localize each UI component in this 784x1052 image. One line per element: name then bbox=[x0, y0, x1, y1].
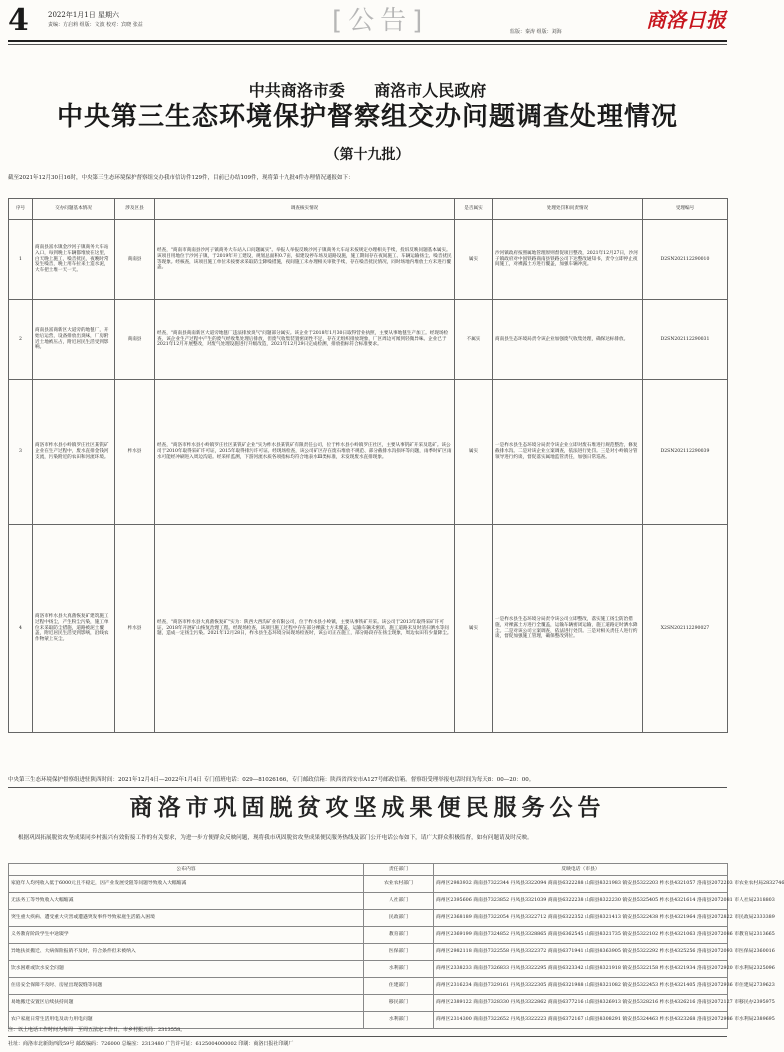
row-content: 饮水困难或饮水安全问题 bbox=[9, 961, 364, 978]
masthead-rule-thin bbox=[8, 44, 727, 45]
row-phone: 商州区2982118 商南县7322558 丹凤县3322372 商南县6371941 山阳县8363905 镇安县5322292 柞水县4325256 洛南县2072093 市医保局2360016 bbox=[434, 944, 728, 961]
row-action: 沙河镇政府按照属地管理原则督促项目整改，2021年12月27日，沙河子镇政府对中国铁路商南县铁路公司下达整改通知书，责令立即停止夜间施工，对裸露土方进行覆盖，加强车辆冲洗。 bbox=[493, 220, 643, 300]
table-row bbox=[9, 961, 728, 978]
table-row bbox=[9, 944, 728, 961]
row-county: 柞水县 bbox=[115, 380, 155, 525]
row-issue: 商南县富水镇金沙河子镇商务大车站入口，每到晚上车辆都堆放在这里，白天晚上施工，噪音扰民，夜晚时常发生噪音，晚上用车拉来土造水泥，大车把土堆一天一天。 bbox=[33, 220, 115, 300]
col-header-id: 受理编号 bbox=[643, 199, 728, 220]
row-phone: 商州区2389122 商南县7328330 丹凤县3322862 商南县6377216 山阳县8326913 镇安县5328216 柞水县4326216 洛南县2072127 市移民办2395975 bbox=[434, 995, 728, 1012]
row-issue: 商洛市柞水县大真菌恢复矿建筑施工过程中扬尘，产生粉尘污染，施工单位未采取防尘措施，道路被泥土覆盖，附近居民生活受到影响，沿线农作物蒙上灰尘。 bbox=[33, 525, 115, 733]
newspaper-logo: 商洛日报 bbox=[646, 8, 726, 32]
issuer-party: 中共商洛市委 bbox=[248, 81, 345, 100]
table-row bbox=[9, 300, 728, 380]
issue-date: 2022年1月1日 星期六 bbox=[48, 11, 119, 19]
service-notice-title: 商洛市巩固脱贫攻坚成果便民服务公告 bbox=[129, 795, 606, 821]
row-finding: 经查，"商洛市柞水县大真菌恢复矿"实为：陕西大西沟矿业有限公司，位于柞水县小岭镇，主要从事铁矿开采。该公司于2013年取得采矿许可证，2018年开展矿山恢复治理工程。经现场检查，该项目施工过程中存在部分裸露土方未覆盖、运输车辆未密闭、施工道路未及时清扫洒水等问题，造成一定扬尘污染。2021年12月28日，柞水县生态环境分局现场检查时，该公司正在施工，部分路段存在扬尘现象，周边农田有少量降尘。 bbox=[155, 525, 455, 733]
table-row bbox=[9, 978, 728, 995]
col-header-finding: 调查核实情况 bbox=[155, 199, 455, 220]
inspection-contact-line: 中央第三生态环境保护督察组进驻陕西时间：2021年12月4日—2022年1月4日 专门值班电话：029—81026166，专门邮政信箱：陕西省西安市A127号邮政信箱。督察组受理举报电话时间为每天8：00—20：00。 bbox=[8, 777, 535, 783]
col-header-phone: 反映电话（市县） bbox=[434, 864, 728, 876]
page-number: 4 bbox=[8, 3, 29, 38]
row-verified: 属实 bbox=[455, 220, 493, 300]
table-row bbox=[9, 995, 728, 1012]
table-row bbox=[9, 910, 728, 927]
service-notice-intro: 根据巩固拓展脱贫攻坚成果同乡村振兴有效衔接工作的有关要求，为进一步方便群众反映问题，现将我市巩固脱贫攻坚成果便民服务热线及部门公开电话公布如下，请广大群众积极监督，如有问题请及时反映。 bbox=[18, 835, 533, 841]
table-row bbox=[9, 893, 728, 910]
row-dept: 农业农村部门 bbox=[364, 876, 434, 893]
case-table-header bbox=[9, 199, 728, 220]
notice-subtitle: （第十九批） bbox=[325, 147, 410, 163]
row-dept: 医保部门 bbox=[364, 944, 434, 961]
section-label: [公告] bbox=[332, 6, 429, 36]
row-phone: 商州区2338233 商南县7326833 丹凤县3322295 商南县6323342 山阳县8321918 镇安县5322158 柞水县4321934 洛南县2072920 市水利局2325096 bbox=[434, 961, 728, 978]
row-phone: 商州区2369199 商南县7324852 丹凤县3328865 商南县6362545 山阳县8321735 镇安县5322102 柞水县4321063 洛南县2072086 市教育局2313665 bbox=[434, 927, 728, 944]
hotline-table bbox=[8, 863, 784, 1029]
row-content: 易地搬迁安置区后续扶持问题 bbox=[9, 995, 364, 1012]
masthead-rule bbox=[8, 40, 727, 42]
row-no: 4 bbox=[9, 525, 33, 733]
row-finding: 经查，"商南县商南新区大道旁地毯厂违法排放臭气"问题部分属实。该企业于2018年1月30日取得营业执照，主要从事地毯生产加工。经现场检查，该企业生产过程中产生的废气经收集处理后排放，但废气收集装置密闭性不足，存在无组织排放现象，厂区周边可闻到轻微异味。企业已于2021年12月开展整改，对废气处理设施进行升级改造，2021年12月29日完成检测，排放指标符合标准要求。 bbox=[155, 300, 455, 380]
row-content: 无法务工等导致收入大幅缩减 bbox=[9, 893, 364, 910]
row-phone: 商州区2314300 商南县7322652 丹凤县3322223 商南县6372167 山阳县8308291 镇安县5324463 柞水县4323268 洛南县2072986 市水利局2389695 bbox=[434, 1012, 728, 1029]
row-county: 商南县 bbox=[115, 220, 155, 300]
row-content: 义务教育阶段学生中途辍学 bbox=[9, 927, 364, 944]
row-content: 家庭年人均纯收入低于6000元且不稳定，因产业发展受阻等问题导致收入大幅缩减 bbox=[9, 876, 364, 893]
col-header-verified: 是否属实 bbox=[455, 199, 493, 220]
row-content: 住房安全保障不及时、房屋出现裂缝等问题 bbox=[9, 978, 364, 995]
case-table bbox=[8, 198, 728, 733]
row-verified: 属实 bbox=[455, 525, 493, 733]
row-phone: 商州区2316234 商南县7329161 丹凤县3322305 商南县6321988 山阳县8321082 镇安县5322453 柞水县4321405 洛南县2072936 市住建局2739623 bbox=[434, 978, 728, 995]
col-header-no: 序号 bbox=[9, 199, 33, 220]
table-row bbox=[9, 525, 728, 733]
page-footer: 社址：商洛市北新街西段59号 邮政编码：726000 总编室：2313480 广告许可证：6125004000002 印刷：商洛日报社印刷厂 bbox=[8, 1041, 294, 1047]
col-header-content: 公布内容 bbox=[9, 864, 364, 876]
editors-right: 监版：秦涛 组版：刘海 bbox=[510, 29, 562, 35]
notice-intro: 截至2021年12月30日16时，中央第三生态环境保护督察组交办我市信访件129件，目前已办结109件，现将第十九批4件办理情况通报如下： bbox=[8, 175, 354, 181]
row-no: 2 bbox=[9, 300, 33, 380]
row-content: 异地扶贫搬迁、大病保险报销不及时，符合条件但未被纳入 bbox=[9, 944, 364, 961]
row-id: D2SN202112290039 bbox=[643, 380, 728, 525]
row-dept: 民政部门 bbox=[364, 910, 434, 927]
table-row bbox=[9, 220, 728, 300]
notice-title: 中央第三生态环境保护督察组交办问题调查处理情况 bbox=[56, 102, 678, 132]
hotline-note: 注：以上电话工作时间为每周一至周五法定工作日，市乡村振兴局：2313558。 bbox=[8, 1027, 186, 1033]
col-header-dept: 责任部门 bbox=[364, 864, 434, 876]
row-dept: 移民部门 bbox=[364, 995, 434, 1012]
table-row bbox=[9, 927, 728, 944]
col-header-county: 涉及区县 bbox=[115, 199, 155, 220]
row-no: 1 bbox=[9, 220, 33, 300]
row-county: 柞水县 bbox=[115, 525, 155, 733]
row-verified: 属实 bbox=[455, 380, 493, 525]
row-content: 农户家庭日常生活用电及动力用电问题 bbox=[9, 1012, 364, 1029]
row-content: 突生重大疾病、遭受重大灾害或遭遇突发事件导致家庭生活陷入困境 bbox=[9, 910, 364, 927]
row-id: D2SN202112290031 bbox=[643, 300, 728, 380]
row-dept: 水利部门 bbox=[364, 961, 434, 978]
notice-issuers bbox=[0, 78, 735, 101]
row-id: D2SN202112290010 bbox=[643, 220, 728, 300]
col-header-issue: 交办问题基本情况 bbox=[33, 199, 115, 220]
footer-rule bbox=[8, 1036, 727, 1037]
row-issue: 商南县富商新区大道旁的地毯厂，开始后运营，设备排放出臭味，厂房附近土地被压占，附近居民生活受到影响。 bbox=[33, 300, 115, 380]
row-action: 一是柞水县生态环境分局责令该企业立即对废石堆进行规范整治，修复截排水沟。二是对该企业立案调查，依法进行处罚。三是对小岭镇分管领导进行约谈，督促落实属地监管责任，加强日常巡查。 bbox=[493, 380, 643, 525]
row-verified: 不属实 bbox=[455, 300, 493, 380]
editors-left: 责编：方启莉 组版：文波 校对：宾晓 张益 bbox=[48, 22, 143, 28]
row-county: 商南县 bbox=[115, 300, 155, 380]
row-action: 一是柞水县生态环境分局责令该公司立即整改，落实施工扬尘防治措施，对裸露土方进行全覆盖，运输车辆密闭运输，施工道路定时洒水降尘。二是对该公司立案调查，依法进行处罚。三是对相关责任人进行约谈，督促加强施工管理，确保整改到位。 bbox=[493, 525, 643, 733]
row-dept: 住建部门 bbox=[364, 978, 434, 995]
row-dept: 水利部门 bbox=[364, 1012, 434, 1029]
col-header-action: 处理处罚和问责情况 bbox=[493, 199, 643, 220]
section-divider bbox=[8, 787, 727, 788]
row-no: 3 bbox=[9, 380, 33, 525]
row-finding: 经查，"商南市商南县沙河子镇商务大车站入口问题属实"。举报人举报反映沙河子镇商务大车站未按规定办理相关手续，投诉反映问题基本属实。该项目用地位于沙河子镇，于2019年开工建设，规划总面积0.7亩，拟建设停车场及道路设施，施工期间存在夜间施工、车辆运输扬尘、噪音扰民等现象。经核查，该项目施工单位未按要求采取防尘降噪措施，夜间施工未办理相关审批手续，存在噪音扰民情况，同时场地内堆放土方未进行覆盖。 bbox=[155, 220, 455, 300]
table-row bbox=[9, 876, 728, 893]
row-phone: 商州区2395606 商南县7323852 丹凤县3321039 商南县6322238 山阳县8322230 镇安县5325405 柞水县4321614 洛南县2072081 市人社局2318803 bbox=[434, 893, 728, 910]
table-row bbox=[9, 380, 728, 525]
row-finding: 经查，"商洛市柞水县小岭镇罗庄社区某钒矿企业"实为柞水县某钒矿有限责任公司，位于柞水县小岭镇罗庄社区，主要从事钒矿开采及选矿。该公司于2010年取得采矿许可证，2015年取得排污许可证。经现场检查，该公司矿区存在废石堆放不规范、部分截排水沟损坏等问题，雨季时矿区雨水可能经冲刷进入周边沟道。经采样监测，下游河流水质各项指标均符合地表水Ⅲ类标准，未发现废水直排现象。 bbox=[155, 380, 455, 525]
row-issue: 商洛市柞水县小岭镇罗庄社区某钒矿企业在生产过程中，废水直排金钱河支流，污染附近的农田和河流环境。 bbox=[33, 380, 115, 525]
row-dept: 人社部门 bbox=[364, 893, 434, 910]
issuer-government: 商洛市人民政府 bbox=[374, 81, 487, 100]
row-phone: 商州区2983932 商南县7322344 丹凤县3322094 商南县6322288 山阳县8321983 镇安县5322203 柞水县4321057 洛南县2072203 市农业农村局2832746 bbox=[434, 876, 728, 893]
hotline-table-header bbox=[9, 864, 728, 876]
row-phone: 商州区2368189 商南县7322054 丹凤县3322712 商南县6322352 山阳县8321413 镇安县5322438 柞水县4321964 洛南县2072822 市民政局2333389 bbox=[434, 910, 728, 927]
row-dept: 教育部门 bbox=[364, 927, 434, 944]
row-action: 商南县生态环境局责令该企业加强废气收集处理，确保达标排放。 bbox=[493, 300, 643, 380]
row-id: X2SN202112290027 bbox=[643, 525, 728, 733]
